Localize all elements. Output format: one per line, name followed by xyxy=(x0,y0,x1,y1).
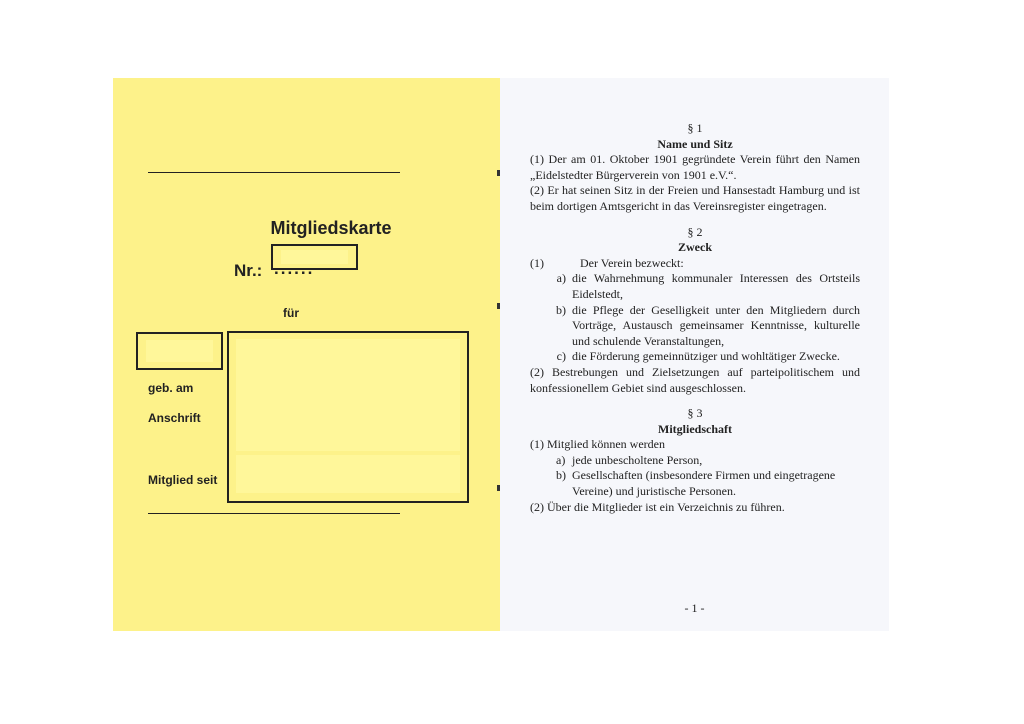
list-item: a) jede unbescholtene Person, xyxy=(556,452,703,467)
birthdate-label: geb. am xyxy=(148,381,194,395)
member-since-label: Mitglied seit xyxy=(148,473,218,487)
top-divider-line xyxy=(148,172,400,173)
membership-card-page xyxy=(113,78,500,631)
name-field[interactable] xyxy=(136,332,223,370)
paragraph-label: (1) xyxy=(530,255,544,270)
details-box xyxy=(227,331,469,503)
statute-page xyxy=(500,78,889,631)
section-title: Zweck xyxy=(678,240,712,255)
paragraph xyxy=(530,256,860,272)
card-title: Mitgliedskarte xyxy=(270,218,392,238)
paragraph: (2) Über die Mitglieder ist ein Verzeichnis zu führen. xyxy=(530,499,785,514)
list-item: b) Gesellschaften (insbesondere Firmen und eingetragene Vereine) und juristische Personen. xyxy=(556,468,836,499)
nr-label: Nr.: xyxy=(234,261,263,280)
section-number: § 1 xyxy=(687,121,703,135)
section-title: Name und Sitz xyxy=(657,136,733,151)
section-title: Mitgliedschaft xyxy=(658,421,732,436)
member-since-field[interactable] xyxy=(236,455,460,493)
member-number-field[interactable] xyxy=(271,244,358,270)
paragraph: (1) Der am 01. Oktober 1901 gegründete Verein führt den Namen „Eidelstedter Bürgerverein von 1901 e.V.“. xyxy=(530,152,860,182)
page-number: - 1 - xyxy=(684,601,705,615)
section-number: § 3 xyxy=(687,406,703,421)
address-label: Anschrift xyxy=(148,411,201,425)
section-number: § 2 xyxy=(687,224,703,239)
bottom-divider-line xyxy=(148,513,400,514)
list-item: c) die Förderung gemeinnütziger und wohltätiger Zwecke. xyxy=(556,349,840,364)
paragraph: (2) Bestrebungen und Zielsetzungen auf parteipolitischem und konfessionellem Gebiet sind ausgeschlossen. xyxy=(530,364,860,395)
list-item: b) die Pflege der Geselligkeit unter den Mitgliedern durch Vorträge, Austausch gemeinsamer Kenntnisse, kulturelle und schulende Veranstaltungen, xyxy=(556,302,860,348)
list-item: a) die Wahrnehmung kommunaler Interessen des Ortsteils Eidelstedt, xyxy=(556,271,860,301)
fuer-label: für xyxy=(283,306,299,320)
paragraph: (1) Mitglied können werden xyxy=(530,437,665,452)
paragraph-text: Der Verein bezweckt: xyxy=(580,255,684,270)
statute-text xyxy=(530,121,860,515)
paragraph: (2) Er hat seinen Sitz in der Freien und Hansestadt Hamburg und ist beim dortigen Amtsgericht in das Vereinsregister eingetragen. xyxy=(530,183,860,213)
birthdate-address-field[interactable] xyxy=(236,339,460,451)
